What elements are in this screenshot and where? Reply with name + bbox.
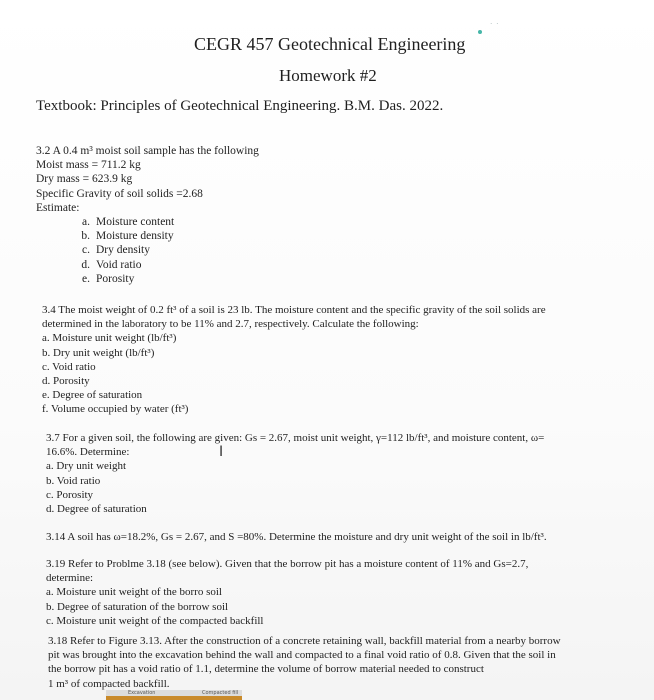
problem-3-7-item: a. Dry unit weight (46, 460, 127, 473)
problem-3-2-list (68, 215, 259, 286)
problem-3-7-item: d. Degree of saturation (46, 503, 147, 516)
problem-3-19-item: b. Degree of saturation of the borrow soil (46, 600, 229, 613)
figure-label-fill: Compacted fill (202, 690, 239, 696)
list-marker: c. (82, 244, 90, 257)
problem-3-2-intro: 3.2 A 0.4 m³ moist soil sample has the following (36, 145, 259, 157)
list-text: Void ratio (96, 258, 142, 271)
list-marker: a. (82, 216, 90, 229)
list-item (68, 229, 259, 243)
problem-3-4 (42, 303, 546, 417)
list-text: Moisture density (96, 230, 174, 243)
problem-3-4-line2: determined in the laboratory to be 11% and 2.7, respectively. Calculate the following: (42, 318, 419, 331)
speckle-marks: · · (490, 20, 500, 28)
problem-3-18-line2: pit was brought into the excavation behind the wall and compacted to a final void ratio of 0.8. Given that the soil in (48, 649, 556, 662)
problem-3-19-line2: determine: (46, 572, 94, 585)
list-item (68, 272, 259, 286)
problem-3-14 (46, 530, 547, 544)
problem-3-4-line1: 3.4 The moist weight of 0.2 ft³ of a soil is 23 lb. The moisture content and the specific gravity of the soil solids are (42, 304, 546, 316)
problem-3-2 (36, 144, 259, 286)
problem-3-2-dry-mass: Dry mass = 623.9 kg (36, 173, 133, 186)
problem-3-19-item: a. Moisture unit weight of the borro soil (46, 586, 222, 599)
list-text: Moisture content (96, 216, 175, 229)
problem-3-18-line3: the borrow pit has a void ratio of 1.1, determine the volume of borrow material needed to construct (48, 663, 484, 676)
list-item (68, 215, 259, 229)
problem-3-19-item: c. Moisture unit weight of the compacted backfill (46, 614, 264, 627)
problem-3-14-line1: 3.14 A soil has ω=18.2%, Gs = 2.67, and S =80%. Determine the moisture and dry unit weight of the soil in lb/ft³. (46, 531, 547, 543)
text-cursor-icon: I (219, 444, 224, 460)
problem-3-2-estimate: Estimate: (36, 201, 80, 214)
problem-3-7-line2: 16.6%. Determine: (46, 446, 130, 459)
textbook-reference: Textbook: Principles of Geotechnical Engineering. B.M. Das. 2022. (36, 98, 444, 114)
figure-label-excavation: Excavation (128, 690, 156, 696)
problem-3-7-item: c. Porosity (46, 488, 94, 501)
problem-3-4-item: d. Porosity (42, 375, 90, 388)
list-item (68, 243, 259, 257)
list-item (68, 258, 259, 272)
problem-3-4-item: a. Moisture unit weight (lb/ft³) (42, 332, 177, 345)
problem-3-18-line1: 3.18 Refer to Figure 3.13. After the construction of a concrete retaining wall, backfill material from a nearby borrow (48, 635, 561, 647)
list-text: Porosity (96, 272, 135, 285)
list-text: Dry density (96, 244, 150, 257)
figure-ground-bar (106, 696, 242, 700)
problem-3-4-item: c. Void ratio (42, 360, 96, 373)
problem-3-19 (46, 557, 528, 628)
problem-3-7 (46, 431, 544, 516)
problem-3-7-item: b. Void ratio (46, 474, 101, 487)
page-dot-icon (478, 30, 482, 34)
list-marker: b. (81, 230, 90, 243)
homework-title: Homework #2 (279, 66, 377, 85)
problem-3-7-line1: 3.7 For a given soil, the following are given: Gs = 2.67, moist unit weight, γ=112 lb/ft³, and moisture content, ω= (46, 432, 545, 444)
list-marker: d. (81, 258, 90, 271)
problem-3-19-line1: 3.19 Refer to Problme 3.18 (see below). Given that the borrow pit has a moisture content of 11% and Gs=2.7, (46, 558, 529, 570)
problem-3-4-item: e. Degree of saturation (42, 389, 143, 402)
figure-3-13-preview (106, 690, 242, 700)
list-marker: e. (82, 272, 90, 285)
problem-3-4-item: b. Dry unit weight (lb/ft³) (42, 346, 155, 359)
problem-3-2-specific-gravity: Specific Gravity of soil solids =2.68 (36, 187, 203, 200)
problem-3-18-line4: 1 m³ of compacted backfill. (48, 677, 170, 690)
problem-3-2-moist-mass: Moist mass = 711.2 kg (36, 159, 141, 172)
course-title: CEGR 457 Geotechnical Engineering (194, 34, 466, 54)
problem-3-18 (48, 634, 561, 691)
problem-3-4-item: f. Volume occupied by water (ft³) (42, 403, 189, 416)
